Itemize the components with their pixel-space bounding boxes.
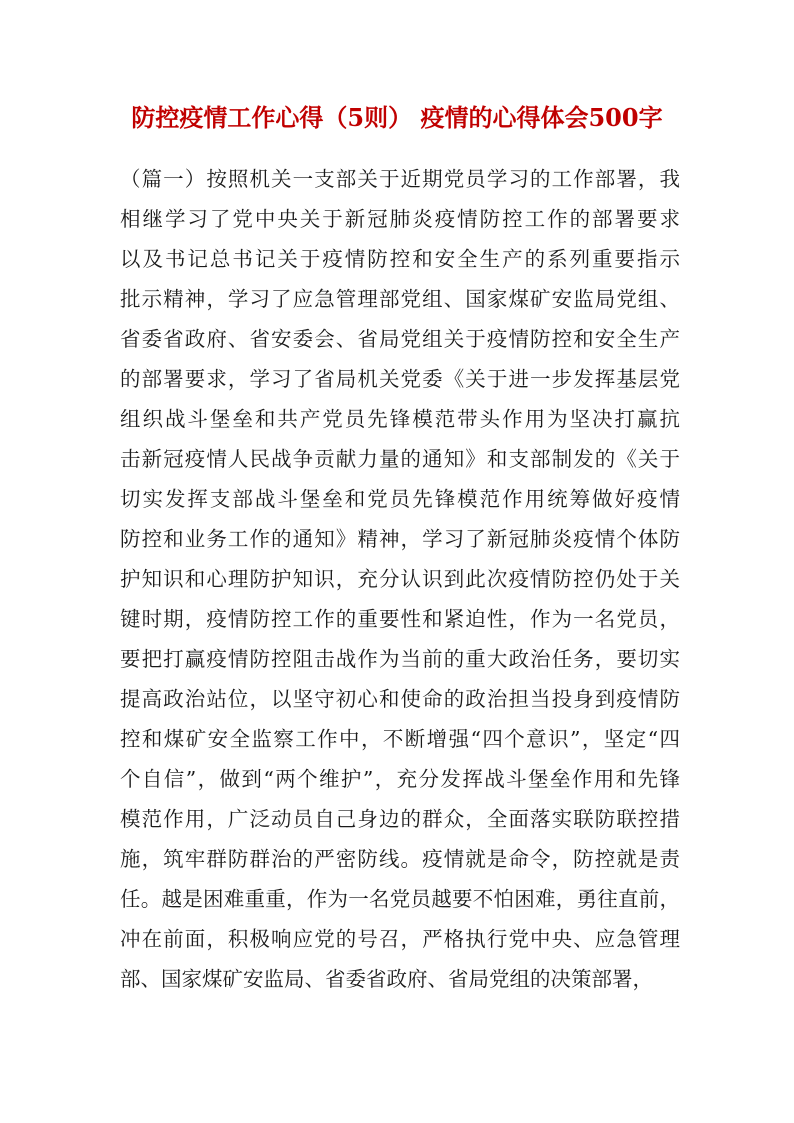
body-line: 个自信”，做到“两个维护”，充分发挥战斗堡垒作用和先锋 xyxy=(120,767,680,791)
body-line: 防控和业务工作的通知》精神，学习了新冠肺炎疫情个体防 xyxy=(120,527,680,551)
document-title: 防控疫情工作心得（5则） 疫情的心得体会500字 xyxy=(131,103,663,132)
body-line: 组织战斗堡垒和共产党员先锋模范带头作用为坚决打赢抗 xyxy=(120,407,680,431)
body-line: 护知识和心理防护知识，充分认识到此次疫情防控仍处于关 xyxy=(120,567,680,591)
body-line: 部、国家煤矿安监局、省委省政府、省局党组的决策部署， xyxy=(120,967,653,991)
body-line: 击新冠疫情人民战争贡献力量的通知》和支部制发的《关于 xyxy=(120,447,680,471)
body-line: 以及书记总书记关于疫情防控和安全生产的系列重要指示 xyxy=(120,247,680,271)
body-line: 施，筑牢群防群治的严密防线。疫情就是命令，防控就是责 xyxy=(120,847,680,871)
body-line: （篇一）按照机关一支部关于近期党员学习的工作部署，我 xyxy=(120,167,680,191)
body-line: 批示精神，学习了应急管理部党组、国家煤矿安监局党组、 xyxy=(120,287,680,311)
body-line: 的部署要求，学习了省局机关党委《关于进一步发挥基层党 xyxy=(120,367,680,391)
body-line: 模范作用，广泛动员自己身边的群众，全面落实联防联控措 xyxy=(120,807,680,831)
body-line: 省委省政府、省安委会、省局党组关于疫情防控和安全生产 xyxy=(120,327,680,351)
body-line: 切实发挥支部战斗堡垒和党员先锋模范作用统筹做好疫情 xyxy=(120,487,680,511)
document-body xyxy=(120,159,680,999)
body-line: 控和煤矿安全监察工作中，不断增强“四个意识”，坚定“四 xyxy=(120,727,680,751)
body-line: 要把打赢疫情防控阻击战作为当前的重大政治任务，要切实 xyxy=(120,647,680,671)
body-line: 键时期，疫情防控工作的重要性和紧迫性，作为一名党员， xyxy=(120,607,680,631)
body-line: 提高政治站位，以坚守初心和使命的政治担当投身到疫情防 xyxy=(120,687,680,711)
body-line: 冲在前面，积极响应党的号召，严格执行党中央、应急管理 xyxy=(120,927,680,951)
body-line: 任。越是困难重重，作为一名党员越要不怕困难，勇往直前， xyxy=(120,887,680,911)
body-line: 相继学习了党中央关于新冠肺炎疫情防控工作的部署要求 xyxy=(120,207,680,231)
